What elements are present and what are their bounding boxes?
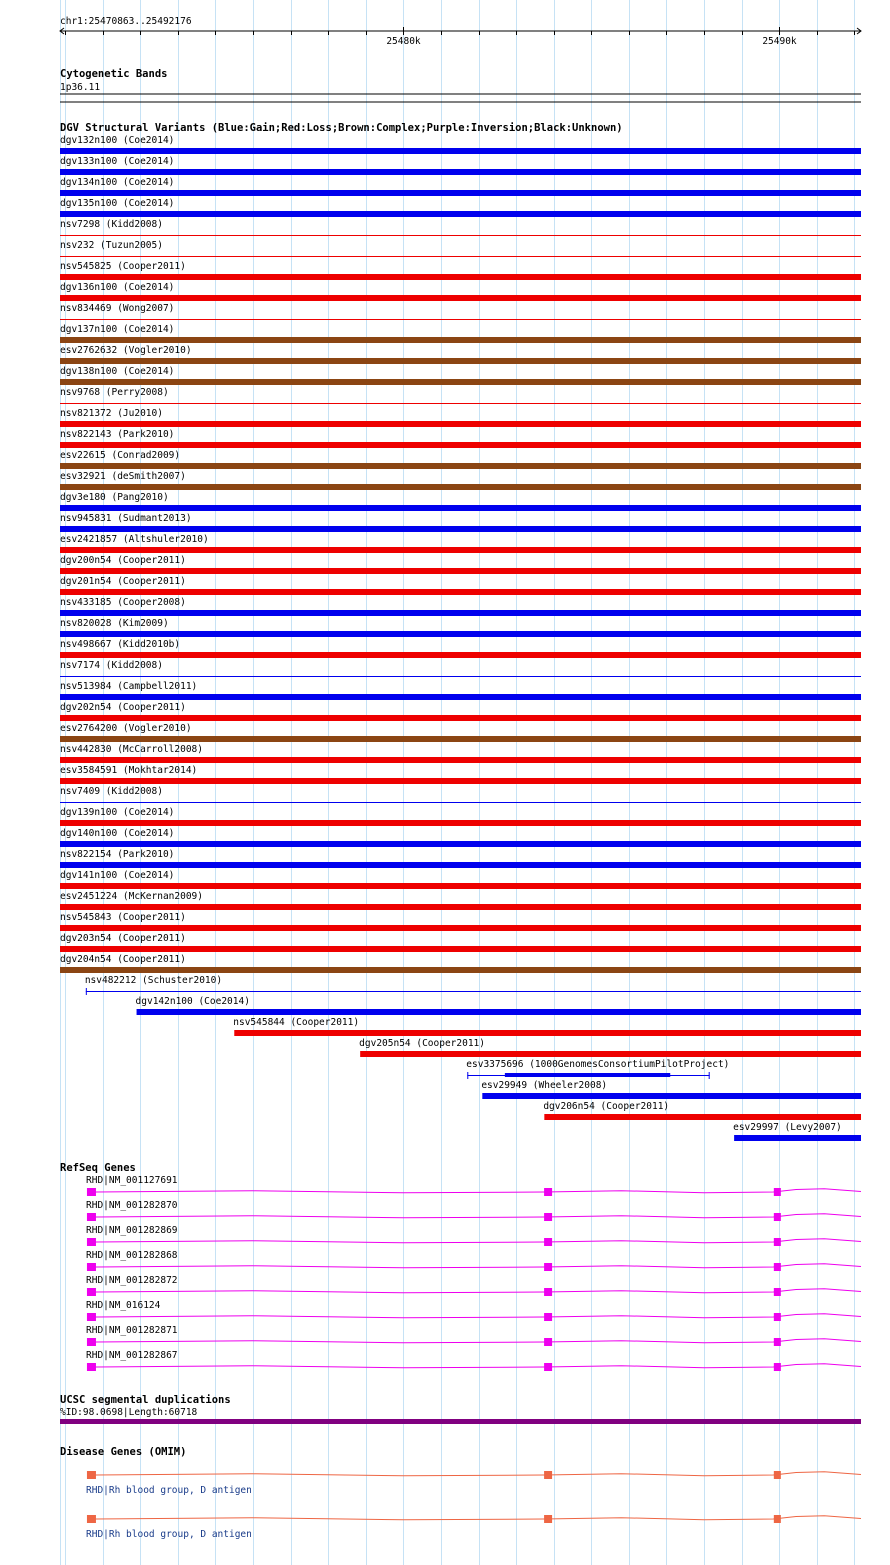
- refseq-track-title: RefSeq Genes: [60, 1162, 136, 1174]
- omim-exon[interactable]: [544, 1515, 552, 1523]
- refseq-intron-line: [96, 1314, 862, 1318]
- dgv-feature-row[interactable]: [60, 534, 861, 553]
- refseq-exon[interactable]: [544, 1238, 552, 1246]
- dgv-feature-row[interactable]: [60, 324, 861, 343]
- dgv-feature-bar[interactable]: [60, 778, 861, 784]
- dgv-feature-row[interactable]: [60, 954, 861, 973]
- dgv-feature-bar[interactable]: [60, 946, 861, 952]
- refseq-exon[interactable]: [774, 1213, 781, 1221]
- dgv-feature-bar[interactable]: [60, 526, 861, 532]
- refseq-transcript-label: RHD|NM_001282867: [86, 1350, 178, 1361]
- dgv-feature-bar[interactable]: [60, 211, 861, 217]
- dgv-feature-label: nsv545825 (Cooper2011): [60, 261, 186, 272]
- refseq-exon[interactable]: [774, 1238, 781, 1246]
- dgv-feature-row[interactable]: [60, 765, 861, 784]
- dgv-feature-label: nsv545843 (Cooper2011): [60, 912, 186, 923]
- dgv-feature-label: nsv945831 (Sudmant2013): [60, 513, 192, 524]
- refseq-exon[interactable]: [87, 1338, 96, 1346]
- dgv-feature-label: dgv202n54 (Cooper2011): [60, 702, 186, 713]
- refseq-exon[interactable]: [87, 1363, 96, 1371]
- dgv-feature-row[interactable]: [60, 282, 861, 301]
- refseq-exon[interactable]: [774, 1263, 781, 1271]
- refseq-transcript[interactable]: [86, 1250, 861, 1271]
- dgv-feature-label: nsv821372 (Ju2010): [60, 408, 163, 419]
- segdup-label: %ID:98.0698|Length:60718: [60, 1407, 198, 1418]
- dgv-feature-label: dgv133n100 (Coe2014): [60, 156, 175, 167]
- refseq-intron-line: [96, 1364, 862, 1368]
- dgv-feature-bar[interactable]: [60, 295, 861, 301]
- dgv-feature-row[interactable]: [60, 198, 861, 217]
- refseq-exon[interactable]: [87, 1263, 96, 1271]
- dgv-feature-row[interactable]: [359, 1038, 861, 1057]
- dgv-feature-row[interactable]: [60, 366, 861, 385]
- dgv-feature-core: [505, 1073, 670, 1077]
- dgv-feature-bar[interactable]: [60, 547, 861, 553]
- dgv-feature-label: dgv3e180 (Pang2010): [60, 492, 169, 503]
- dgv-feature-label: dgv204n54 (Cooper2011): [60, 954, 186, 965]
- dgv-feature-label: dgv142n100 (Coe2014): [135, 996, 250, 1007]
- dgv-feature-label: nsv482212 (Schuster2010): [84, 975, 223, 986]
- refseq-exon[interactable]: [87, 1188, 96, 1196]
- dgv-feature-bar[interactable]: [60, 463, 861, 469]
- dgv-feature-bar[interactable]: [60, 967, 861, 973]
- dgv-feature-bar[interactable]: [60, 736, 861, 742]
- refseq-intron-line: [96, 1339, 862, 1343]
- dgv-feature-bar[interactable]: [60, 148, 861, 154]
- refseq-intron-line: [96, 1214, 862, 1218]
- dgv-feature-label: dgv132n100 (Coe2014): [60, 135, 175, 146]
- dgv-feature-bar[interactable]: [60, 631, 861, 637]
- dgv-feature-label: dgv134n100 (Coe2014): [60, 177, 175, 188]
- cytoband-track-title: Cytogenetic Bands: [60, 68, 168, 80]
- dgv-feature-label: esv3584591 (Mokhtar2014): [60, 765, 198, 776]
- dgv-feature-row[interactable]: [60, 513, 861, 532]
- refseq-exon[interactable]: [544, 1313, 552, 1321]
- refseq-exon[interactable]: [774, 1313, 781, 1321]
- dgv-feature-label: nsv442830 (McCarroll2008): [60, 744, 203, 755]
- dgv-feature-label: dgv141n100 (Coe2014): [60, 870, 175, 881]
- refseq-intron-line: [96, 1264, 862, 1268]
- omim-gene-line: [96, 1516, 862, 1520]
- cytoband-track[interactable]: [60, 68, 861, 102]
- dgv-feature-label: nsv498667 (Kidd2010b): [60, 639, 181, 650]
- dgv-feature-row[interactable]: [60, 681, 861, 700]
- dgv-feature-row[interactable]: [466, 1059, 729, 1079]
- refseq-intron-line: [96, 1289, 862, 1293]
- omim-track-title: Disease Genes (OMIM): [60, 1446, 187, 1458]
- dgv-feature-bar[interactable]: [544, 1114, 861, 1120]
- refseq-exon[interactable]: [87, 1288, 96, 1296]
- dgv-feature-bar[interactable]: [60, 442, 861, 448]
- dgv-feature-bar[interactable]: [60, 358, 861, 364]
- dgv-feature-label: nsv513984 (Campbell2011): [60, 681, 198, 692]
- refseq-transcript-label: RHD|NM_001282872: [86, 1275, 178, 1286]
- dgv-feature-row[interactable]: [60, 912, 861, 931]
- dgv-feature-row[interactable]: [60, 450, 861, 469]
- dgv-track[interactable]: [60, 122, 861, 1141]
- dgv-feature-label: nsv7298 (Kidd2008): [60, 219, 163, 230]
- dgv-feature-row[interactable]: [60, 471, 861, 490]
- refseq-exon[interactable]: [544, 1213, 552, 1221]
- dgv-feature-bar[interactable]: [60, 841, 861, 847]
- dgv-feature-row[interactable]: [60, 156, 861, 175]
- dgv-track-title: DGV Structural Variants (Blue:Gain;Red:Loss;Brown:Complex;Purple:Inversion;Black:Unknown): [60, 122, 623, 134]
- refseq-exon[interactable]: [544, 1363, 552, 1371]
- refseq-exon[interactable]: [544, 1263, 552, 1271]
- dgv-feature-row[interactable]: [60, 177, 861, 196]
- omim-feature-label[interactable]: RHD|Rh blood group, D antigen: [86, 1529, 252, 1540]
- dgv-feature-label: dgv136n100 (Coe2014): [60, 282, 175, 293]
- dgv-feature-bar[interactable]: [60, 505, 861, 511]
- refseq-exon[interactable]: [774, 1363, 781, 1371]
- dgv-feature-label: nsv822143 (Park2010): [60, 429, 175, 440]
- refseq-transcript-label: RHD|NM_001282868: [86, 1250, 178, 1261]
- dgv-feature-row[interactable]: [60, 492, 861, 511]
- refseq-exon[interactable]: [87, 1213, 96, 1221]
- refseq-track[interactable]: [60, 1162, 861, 1371]
- dgv-feature-row[interactable]: [136, 996, 861, 1015]
- dgv-feature-row[interactable]: [60, 597, 861, 616]
- dgv-feature-bar[interactable]: [60, 925, 861, 931]
- dgv-feature-bar[interactable]: [60, 904, 861, 910]
- omim-feature-label[interactable]: RHD|Rh blood group, D antigen: [86, 1485, 252, 1496]
- dgv-feature-label: nsv834469 (Wong2007): [60, 303, 175, 314]
- dgv-feature-bar[interactable]: [60, 610, 861, 616]
- dgv-feature-row[interactable]: [60, 702, 861, 721]
- dgv-features: [60, 135, 861, 1141]
- dgv-feature-bar[interactable]: [60, 820, 861, 826]
- dgv-feature-row[interactable]: [60, 933, 861, 952]
- dgv-feature-bar[interactable]: [234, 1030, 861, 1036]
- dgv-feature-row[interactable]: [60, 660, 861, 677]
- refseq-exon[interactable]: [544, 1288, 552, 1296]
- dgv-feature-row[interactable]: [60, 723, 861, 742]
- refseq-transcript[interactable]: [86, 1300, 861, 1321]
- refseq-transcript[interactable]: [86, 1350, 861, 1371]
- dgv-feature-label: esv2451224 (McKernan2009): [60, 891, 203, 902]
- dgv-feature-label: esv2421857 (Altshuler2010): [60, 534, 209, 545]
- refseq-transcript[interactable]: [86, 1275, 861, 1296]
- dgv-feature-label: nsv7409 (Kidd2008): [60, 786, 163, 797]
- omim-track[interactable]: [60, 1446, 861, 1540]
- dgv-feature-label: esv29949 (Wheeler2008): [481, 1080, 608, 1091]
- dgv-feature-row[interactable]: [60, 576, 861, 595]
- dgv-feature-row[interactable]: [60, 744, 861, 763]
- omim-gene-line: [96, 1472, 862, 1476]
- dgv-feature-row[interactable]: [60, 618, 861, 637]
- dgv-feature-row[interactable]: [481, 1080, 861, 1099]
- omim-feature[interactable]: [86, 1471, 861, 1496]
- dgv-feature-row[interactable]: [60, 408, 861, 427]
- dgv-feature-row[interactable]: [60, 303, 861, 320]
- dgv-feature-label: nsv232 (Tuzun2005): [60, 240, 163, 251]
- dgv-feature-label: dgv206n54 (Cooper2011): [543, 1101, 670, 1112]
- omim-exon[interactable]: [87, 1515, 96, 1523]
- cytoband-label: 1p36.11: [60, 82, 101, 93]
- dgv-feature-row[interactable]: [60, 345, 861, 364]
- refseq-exon[interactable]: [774, 1288, 781, 1296]
- dgv-feature-label: esv2764200 (Vogler2010): [60, 723, 192, 734]
- dgv-feature-label: dgv138n100 (Coe2014): [60, 366, 175, 377]
- omim-feature[interactable]: [86, 1515, 861, 1540]
- ruler-tick-label: 25480k: [386, 36, 421, 47]
- dgv-feature-row[interactable]: [60, 429, 861, 448]
- dgv-feature-label: nsv820028 (Kim2009): [60, 618, 169, 629]
- dgv-feature-bar[interactable]: [60, 337, 861, 343]
- segdup-bar[interactable]: [60, 1419, 861, 1424]
- dgv-feature-row[interactable]: [60, 891, 861, 910]
- segdup-track[interactable]: [60, 1394, 861, 1424]
- dgv-feature-bar[interactable]: [60, 883, 861, 889]
- omim-exon[interactable]: [774, 1471, 781, 1479]
- dgv-feature-bar[interactable]: [60, 694, 861, 700]
- dgv-feature-label: nsv822154 (Park2010): [60, 849, 175, 860]
- dgv-feature-bar[interactable]: [60, 484, 861, 490]
- omim-exon[interactable]: [87, 1471, 96, 1479]
- refseq-exon[interactable]: [87, 1313, 96, 1321]
- refseq-transcript[interactable]: [86, 1225, 861, 1246]
- dgv-feature-row[interactable]: [543, 1101, 861, 1120]
- dgv-feature-row[interactable]: [233, 1017, 861, 1036]
- dgv-feature-label: nsv433185 (Cooper2008): [60, 597, 186, 608]
- dgv-feature-label: esv29997 (Levy2007): [733, 1122, 842, 1133]
- refseq-transcript-label: RHD|NM_001282870: [86, 1200, 178, 1211]
- dgv-feature-label: esv32921 (deSmith2007): [60, 471, 186, 482]
- refseq-exon[interactable]: [544, 1338, 552, 1346]
- dgv-feature-bar[interactable]: [60, 379, 861, 385]
- dgv-feature-label: dgv140n100 (Coe2014): [60, 828, 175, 839]
- dgv-feature-label: dgv137n100 (Coe2014): [60, 324, 175, 335]
- refseq-transcript[interactable]: [86, 1200, 861, 1221]
- dgv-feature-label: dgv135n100 (Coe2014): [60, 198, 175, 209]
- dgv-feature-bar[interactable]: [482, 1093, 861, 1099]
- dgv-feature-row[interactable]: [85, 975, 861, 995]
- dgv-feature-bar[interactable]: [734, 1135, 861, 1141]
- dgv-feature-bar[interactable]: [60, 274, 861, 280]
- refseq-transcript[interactable]: [86, 1325, 861, 1346]
- omim-exon[interactable]: [774, 1515, 781, 1523]
- dgv-feature-bar[interactable]: [60, 715, 861, 721]
- omim-features: [86, 1471, 861, 1540]
- dgv-feature-row[interactable]: [60, 870, 861, 889]
- dgv-feature-bar[interactable]: [60, 862, 861, 868]
- refseq-transcript-label: RHD|NM_001127691: [86, 1175, 178, 1186]
- refseq-exon[interactable]: [774, 1188, 781, 1196]
- dgv-feature-bar[interactable]: [60, 169, 861, 175]
- dgv-feature-row[interactable]: [60, 219, 861, 236]
- ruler-track: [60, 16, 861, 47]
- dgv-feature-label: dgv201n54 (Cooper2011): [60, 576, 186, 587]
- dgv-feature-row[interactable]: [60, 849, 861, 868]
- refseq-exon[interactable]: [774, 1338, 781, 1346]
- refseq-transcripts: [86, 1175, 861, 1371]
- dgv-feature-bar[interactable]: [60, 652, 861, 658]
- dgv-feature-label: dgv205n54 (Cooper2011): [359, 1038, 486, 1049]
- dgv-feature-row[interactable]: [60, 135, 861, 154]
- dgv-feature-label: esv3375696 (1000GenomesConsortiumPilotProject): [466, 1059, 730, 1070]
- refseq-intron-line: [96, 1189, 862, 1193]
- dgv-feature-bar[interactable]: [60, 190, 861, 196]
- dgv-feature-label: nsv545844 (Cooper2011): [233, 1017, 360, 1028]
- dgv-feature-row[interactable]: [60, 555, 861, 574]
- dgv-feature-label: esv2762632 (Vogler2010): [60, 345, 192, 356]
- ruler-position: chr1:25470863..25492176: [60, 16, 192, 27]
- dgv-feature-row[interactable]: [60, 387, 861, 404]
- refseq-transcript[interactable]: [86, 1175, 861, 1196]
- refseq-intron-line: [96, 1239, 862, 1243]
- ruler-ticks: [66, 27, 855, 47]
- dgv-feature-label: dgv203n54 (Cooper2011): [60, 933, 186, 944]
- dgv-feature-label: esv22615 (Conrad2009): [60, 450, 181, 461]
- dgv-feature-label: nsv9768 (Perry2008): [60, 387, 169, 398]
- dgv-feature-bar[interactable]: [137, 1009, 861, 1015]
- dgv-feature-label: dgv139n100 (Coe2014): [60, 807, 175, 818]
- dgv-feature-row[interactable]: [60, 786, 861, 803]
- dgv-feature-bar[interactable]: [360, 1051, 861, 1057]
- dgv-feature-label: nsv7174 (Kidd2008): [60, 660, 163, 671]
- dgv-feature-bar[interactable]: [60, 757, 861, 763]
- dgv-feature-bar[interactable]: [60, 421, 861, 427]
- dgv-feature-row[interactable]: [60, 807, 861, 826]
- dgv-feature-bar[interactable]: [60, 568, 861, 574]
- refseq-transcript-label: RHD|NM_016124: [86, 1300, 161, 1311]
- dgv-feature-row[interactable]: [60, 639, 861, 658]
- dgv-feature-row[interactable]: [733, 1122, 861, 1141]
- refseq-transcript-label: RHD|NM_001282869: [86, 1225, 178, 1236]
- refseq-exon[interactable]: [544, 1188, 552, 1196]
- dgv-feature-row[interactable]: [60, 261, 861, 280]
- refseq-exon[interactable]: [87, 1238, 96, 1246]
- refseq-transcript-label: RHD|NM_001282871: [86, 1325, 178, 1336]
- dgv-feature-bar[interactable]: [60, 589, 861, 595]
- ruler-tick-label: 25490k: [762, 36, 797, 47]
- dgv-feature-row[interactable]: [60, 828, 861, 847]
- segdup-track-title: UCSC segmental duplications: [60, 1394, 231, 1406]
- omim-exon[interactable]: [544, 1471, 552, 1479]
- dgv-feature-label: dgv200n54 (Cooper2011): [60, 555, 186, 566]
- dgv-feature-row[interactable]: [60, 240, 861, 257]
